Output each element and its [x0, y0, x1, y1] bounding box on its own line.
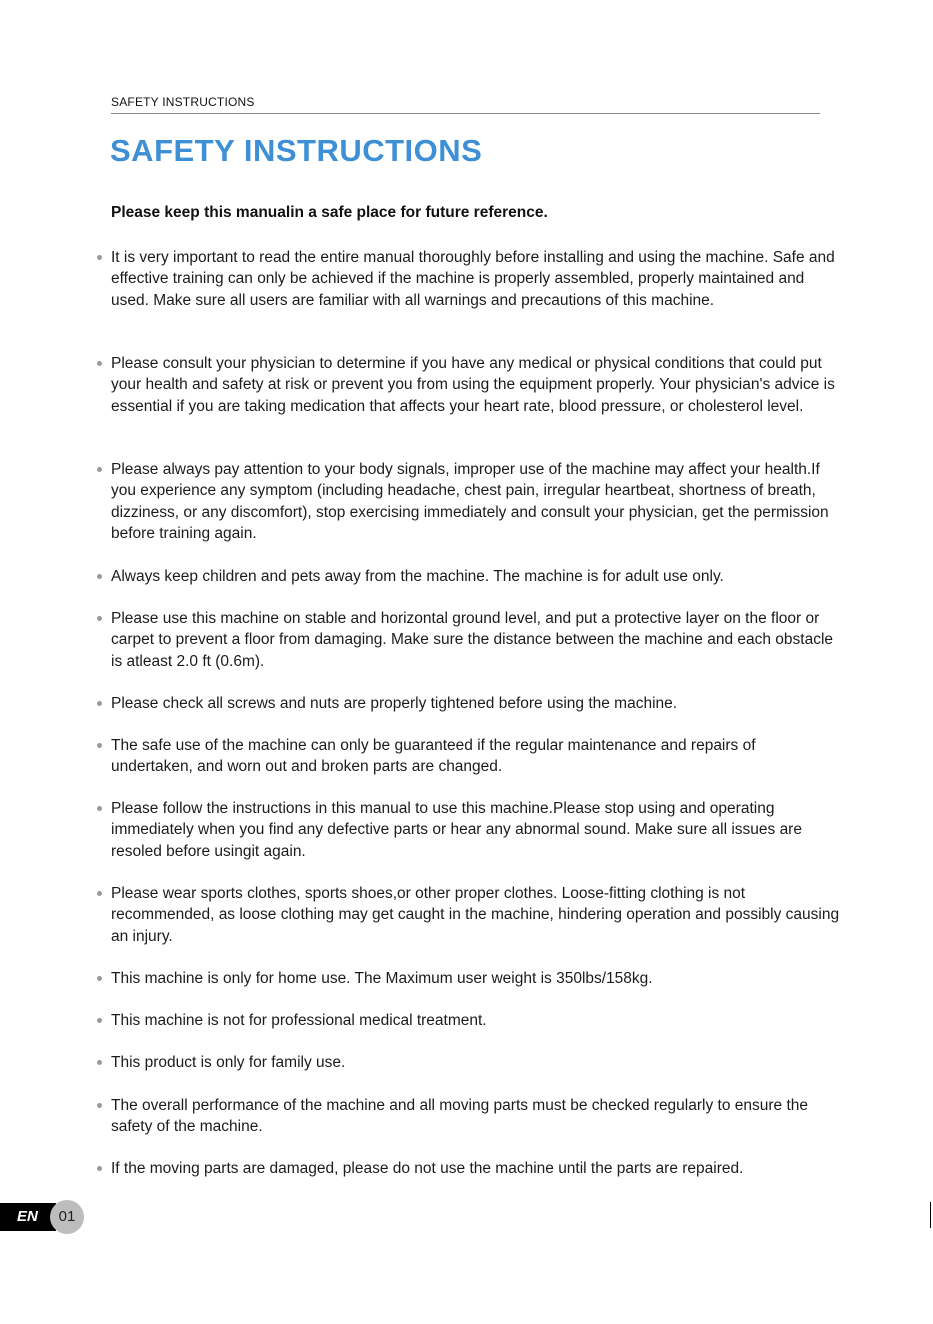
bullet-icon [97, 616, 102, 621]
bullet-icon [97, 467, 102, 472]
list-item-text: Please always pay attention to your body signals, improper use of the machine may affect your health.If you experience any symptom (including headache, chest pain, irregular heartbeat, shortness of breath, dizziness, or any discomfort), stop exercising immediately and consult your physician, get the permission before training again. [111, 461, 829, 543]
list-item-text: This machine is only for home use. The Maximum user weight is 350lbs/158kg. [111, 970, 653, 987]
list-item [111, 608, 841, 672]
list-item-text: Please consult your physician to determine if you have any medical or physical conditions that could put your health and safety at risk or prevent you from using the equipment properly. Your physician's advice is essential if you are taking medication that affects your heart rate, blood pressure, or cholesterol level. [111, 355, 835, 415]
bullet-icon [97, 574, 102, 579]
crop-mark [930, 1202, 931, 1228]
list-item-text: The overall performance of the machine and all moving parts must be checked regularly to ensure the safety of the machine. [111, 1097, 809, 1136]
list-item-text: Please follow the instructions in this manual to use this machine.Please stop using and operating immediately when you find any defective parts or hear any abnormal sound. Make sure all issues are resoled before usingit again. [111, 800, 802, 860]
bullet-icon [97, 976, 102, 981]
list-item [111, 735, 841, 778]
list-item [111, 1052, 841, 1073]
list-item [111, 1010, 841, 1031]
running-header: SAFETY INSTRUCTIONS [111, 95, 255, 109]
list-item [111, 798, 841, 862]
bullet-icon [97, 891, 102, 896]
list-item [111, 1158, 841, 1179]
list-item [111, 247, 841, 311]
list-item-text: The safe use of the machine can only be guaranteed if the regular maintenance and repairs of undertaken, and worn out and broken parts are changed. [111, 737, 756, 776]
list-item [111, 566, 841, 587]
page-number: 01 [50, 1200, 84, 1234]
bullet-icon [97, 1018, 102, 1023]
list-item [111, 459, 841, 545]
bullet-icon [97, 1060, 102, 1065]
bullet-icon [97, 255, 102, 260]
list-item-text: Please wear sports clothes, sports shoes,or other proper clothes. Loose-fitting clothing is not recommended, as loose clothing may get caught in the machine, hindering operation and possibly causing an injury. [111, 885, 840, 945]
list-item-text: Please check all screws and nuts are properly tightened before using the machine. [111, 695, 678, 712]
list-item [111, 353, 841, 417]
list-item-text: It is very important to read the entire manual thoroughly before installing and using the machine. Safe and effective training can only be achieved if the machine is properly assembled, properly maintained and used. Make sure all users are familiar with all warnings and precautions of this machine. [111, 249, 835, 309]
list-item-text: This product is only for family use. [111, 1054, 346, 1071]
bullet-icon [97, 361, 102, 366]
list-item [111, 968, 841, 989]
list-item [111, 693, 841, 714]
bullet-icon [97, 701, 102, 706]
header-divider [111, 113, 820, 114]
bullet-icon [97, 1166, 102, 1171]
list-item-text: Please use this machine on stable and horizontal ground level, and put a protective layer on the floor or carpet to prevent a floor from damaging. Make sure the distance between the machine and each obstacle is atleast 2.0 ft (0.6m). [111, 610, 834, 670]
list-item [111, 883, 841, 947]
intro-note: Please keep this manualin a safe place for future reference. [111, 204, 548, 221]
list-item-text: Always keep children and pets away from the machine. The machine is for adult use only. [111, 568, 724, 585]
list-item [111, 1095, 841, 1138]
bullet-icon [97, 1103, 102, 1108]
bullet-icon [97, 806, 102, 811]
page-title: SAFETY INSTRUCTIONS [110, 133, 483, 168]
list-item-text: If the moving parts are damaged, please do not use the machine until the parts are repaired. [111, 1160, 744, 1177]
bullet-icon [97, 743, 102, 748]
language-tab: EN [0, 1203, 56, 1231]
list-item-text: This machine is not for professional medical treatment. [111, 1012, 487, 1029]
